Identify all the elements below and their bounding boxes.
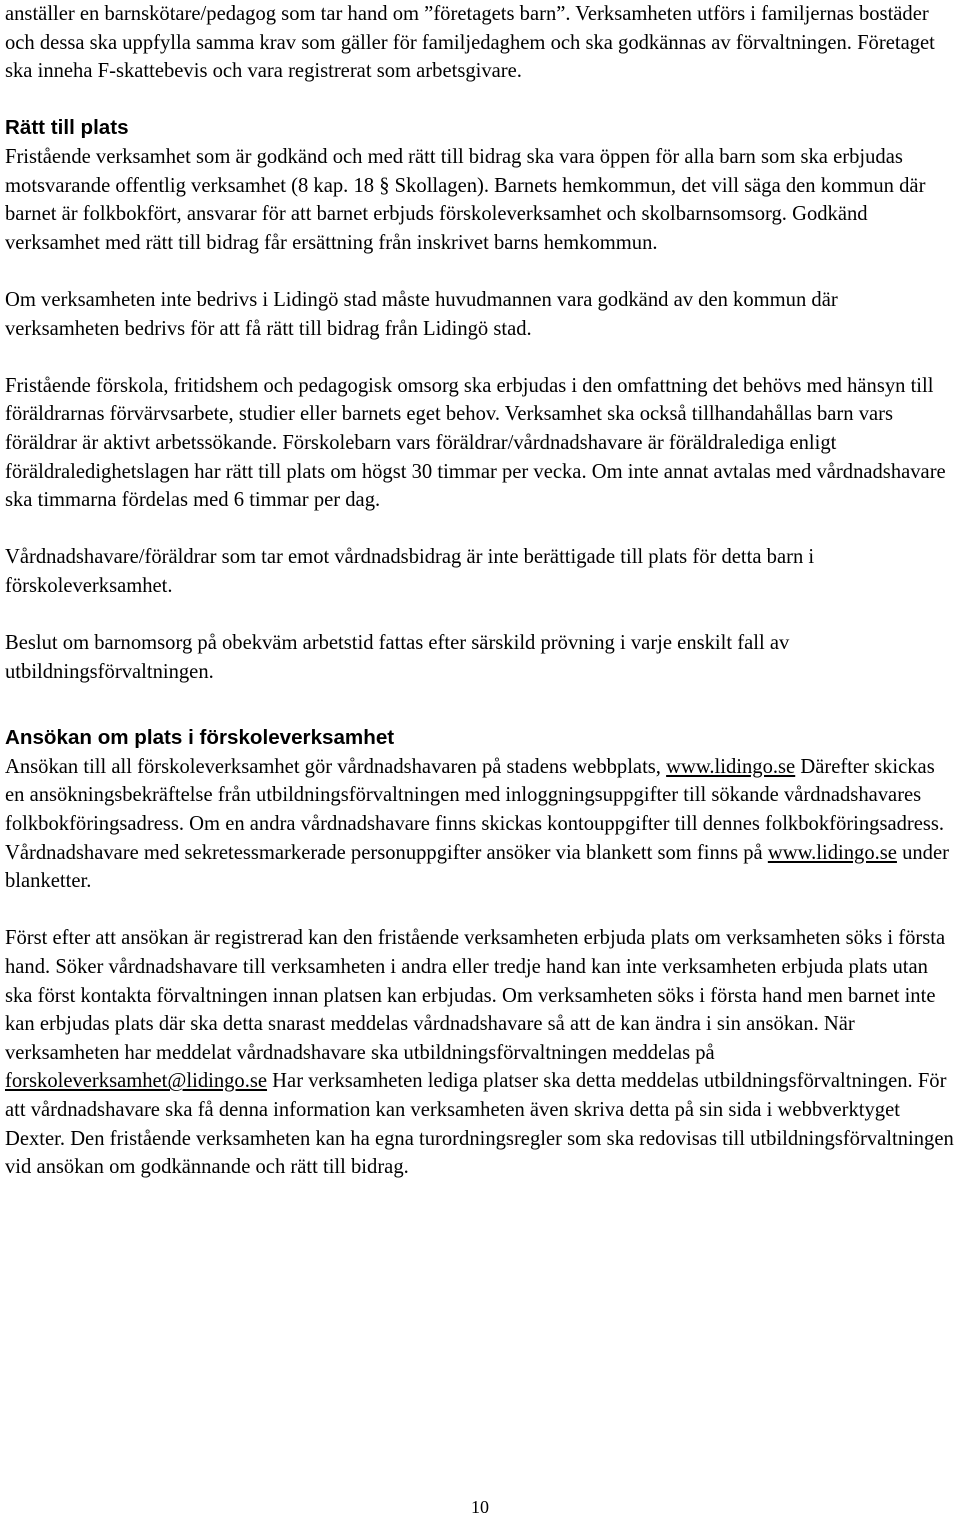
section-sign: § (379, 174, 390, 197)
lidingo-website-link[interactable]: www.lidingo.se (666, 755, 796, 778)
page-number: 10 (471, 1497, 489, 1517)
document-body (5, 0, 957, 1182)
section-heading-ansokan: Ansökan om plats i förskoleverksamhet (5, 726, 395, 750)
paragraph-fristaende-verksamhet: Fristående verksamhet som är godkänd och med rätt till bidrag ska vara öppen för alla barn som ska erbjudas motsvarande offentlig verksamhet (8 kap. 18 § Skollagen). Barnets hemkommun, det vill säga den kommun där barnet är folkbokfört, ansvarar för att barnet erbjuds förskoleverksamhet och skolbarnsomsorg. Godkänd verksamhet med rätt till bidrag får ersättning från inskrivet barns hemkommun. (5, 145, 926, 254)
paragraph-lidingo-stad: Om verksamheten inte bedrivs i Lidingö stad måste huvudmannen vara godkänd av den kommun där verksamheten bedrivs för att få rätt till bidrag från Lidingö stad. (5, 288, 838, 340)
forskoleverksamhet-email-link[interactable]: forskoleverksamhet@lidingo.se (5, 1070, 268, 1093)
paragraph-vardnadsbidrag: Vårdnadshavare/föräldrar som tar emot vårdnadsbidrag är inte berättigade till plats för detta barn i förskoleverksamhet. (5, 546, 815, 597)
paragraph-ansokan-webbplats: Ansökan till all förskoleverksamhet gör vårdnadshavaren på stadens webbplats, www.lidingo.se Därefter skickas en ansökningsbekräftelse från utbildningsförvaltningen med inloggningsuppgifter till sökande vårdnadshavares folkbokföringsadress. Om en andra vårdnadshavare finns skickas kontouppgifter till dennes folkbokföringsadress. Vårdnadshavare med sekretessmarkerade personuppgifter ansöker via blankett som finns på www.lidingo.se under blanketter. (5, 755, 949, 893)
section-ratt-till-plats (5, 114, 957, 686)
section-heading-ratt-till-plats: Rätt till plats (5, 116, 129, 140)
section-ansokan (5, 724, 957, 1182)
intro-paragraph: anställer en barnskötare/pedagog som tar hand om ”företagets barn”. Verksamheten utförs i familjernas bostäder och dessa ska uppfylla samma krav som gäller för familjedaghem och ska godkännas av förvaltningen. Företaget ska inneha F-skattebevis och vara registrerat som arbetsgivare. (5, 3, 935, 83)
paragraph-obekvam-arbetstid: Beslut om barnomsorg på obekväm arbetstid fattas efter särskild prövning i varje enskilt fall av utbildningsförvaltningen. (5, 632, 790, 683)
paragraph-registrerad-ansokan: Först efter att ansökan är registrerad kan den fristående verksamheten erbjuda plats om verksamheten söks i första hand. Söker vårdnadshavare till verksamheten i andra eller tredje hand kan inte verksamheten erbjuda plats utan ska först kontakta förvaltningen innan platsen kan erbjudas. Om verksamheten söks i första hand men barnet inte kan erbjudas plats där ska detta snarast meddelas vårdnadshavare så att de kan ändra i sin ansökan. När verksamheten har meddelat vårdnadshavare ska utbildningsförvaltningen meddelas på forskoleverksamhet@lidingo.se Har verksamheten lediga platser ska detta meddelas utbildningsförvaltningen. För att vårdnadshavare ska få denna information kan verksamheten även skriva detta på sin sida i webbverktyget Dexter. Den fristående verksamheten kan ha egna turordningsregler som ska redovisas till utbildningsförvaltningen vid ansökan om godkännande och rätt till bidrag. (5, 927, 954, 1179)
lidingo-blanketter-link[interactable]: www.lidingo.se (767, 841, 897, 864)
paragraph-omfattning: Fristående förskola, fritidshem och pedagogisk omsorg ska erbjudas i den omfattning det behövs med hänsyn till föräldrarnas förvärvsarbete, studier eller barnets eget behov. Verksamhet ska också tillhandahållas barn vars föräldrar är aktivt arbetssökande. Förskolebarn vars föräldrar/vårdnadshavare är föräldralediga enligt föräldraledighetslagen har rätt till plats om högst 30 timmar per vecka. Om inte annat avtalas med vårdnadshavare ska timmarna fördelas med 6 timmar per dag. (5, 374, 946, 512)
